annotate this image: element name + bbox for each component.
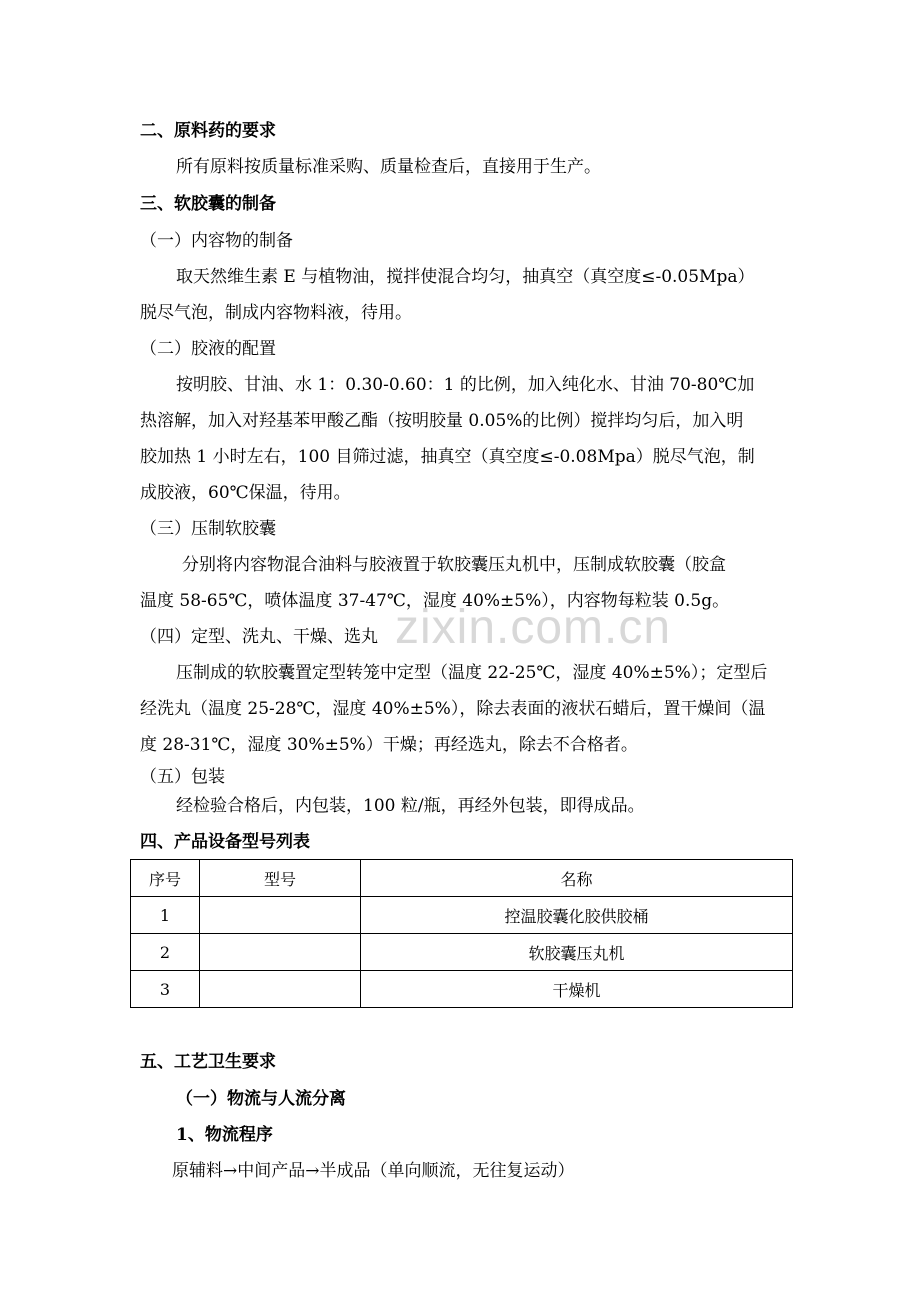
subsection-4-title: （四）定型、洗丸、干燥、选丸 — [140, 627, 378, 647]
subsection-2-line-2: 热溶解，加入对羟基苯甲酸乙酯（按明胶量 0.05%的比例）搅拌均匀后，加入明 — [140, 411, 744, 431]
table-row — [131, 934, 793, 971]
table-row — [131, 971, 793, 1008]
subsection-3-line-2: 温度 58-65℃，喷体温度 37-47℃，湿度 40%±5%），内容物每粒装 0.5g。 — [140, 591, 730, 611]
section-5-item-1-title: 1、物流程序 — [176, 1125, 273, 1145]
table-cell — [200, 971, 361, 1008]
subsection-4-line-2: 经洗丸（温度 25-28℃，湿度 40%±5%），除去表面的液状石蜡后，置干燥间（温 — [140, 699, 766, 719]
table-cell: 3 — [131, 971, 200, 1008]
section-2-title: 二、原料药的要求 — [140, 121, 276, 141]
section-5-title: 五、工艺卫生要求 — [140, 1052, 276, 1072]
subsection-1-line-2: 脱尽气泡，制成内容物料液，待用。 — [140, 303, 412, 323]
subsection-3-title: （三）压制软胶囊 — [140, 519, 276, 539]
subsection-5-title: （五）包装 — [140, 767, 225, 787]
watermark: zixin.com.cn — [395, 601, 672, 654]
subsection-2-line-3: 胶加热 1 小时左右，100 目筛过滤，抽真空（真空度≤-0.08Mpa）脱尽气泡，制 — [140, 447, 755, 467]
table-cell: 2 — [131, 934, 200, 971]
section-4-title: 四、产品设备型号列表 — [140, 832, 310, 852]
table-cell: 干燥机 — [361, 971, 793, 1008]
section-2-paragraph: 所有原料按质量标准采购、质量检查后，直接用于生产。 — [176, 157, 601, 177]
subsection-2-title: （二）胶液的配置 — [140, 339, 276, 359]
subsection-2-line-4: 成胶液，60℃保温，待用。 — [140, 483, 351, 503]
table-cell: 软胶囊压丸机 — [361, 934, 793, 971]
section-3-title: 三、软胶囊的制备 — [140, 194, 276, 214]
subsection-2-line-1: 按明胶、甘油、水 1：0.30-0.60：1 的比例，加入纯化水、甘油 70-80℃加 — [176, 375, 755, 395]
equipment-table — [130, 859, 793, 1008]
table-cell — [200, 934, 361, 971]
subsection-1-title: （一）内容物的制备 — [140, 231, 293, 251]
subsection-3-line-1: 分别将内容物混合油料与胶液置于软胶囊压丸机中，压制成软胶囊（胶盒 — [182, 555, 726, 575]
table-cell — [200, 897, 361, 934]
table-header-row — [131, 860, 793, 897]
section-5-item-1-line-1: 原辅料→中间产品→半成品（单向顺流，无往复运动） — [172, 1161, 575, 1181]
subsection-4-line-1: 压制成的软胶囊置定型转笼中定型（温度 22-25℃，湿度 40%±5%）；定型后 — [176, 663, 768, 683]
table-header-cell: 型号 — [200, 860, 361, 897]
subsection-1-line-1: 取天然维生素 E 与植物油，搅拌使混合均匀，抽真空（真空度≤-0.05Mpa） — [176, 267, 755, 287]
table-row — [131, 897, 793, 934]
subsection-4-line-3: 度 28-31℃，湿度 30%±5%）干燥；再经选丸，除去不合格者。 — [140, 735, 638, 755]
table-cell: 1 — [131, 897, 200, 934]
subsection-5-line-1: 经检验合格后，内包装，100 粒/瓶，再经外包装，即得成品。 — [176, 796, 645, 816]
table-header-cell: 序号 — [131, 860, 200, 897]
table-cell: 控温胶囊化胶供胶桶 — [361, 897, 793, 934]
section-5-subsection-1-title: （一）物流与人流分离 — [176, 1089, 346, 1109]
table-header-cell: 名称 — [361, 860, 793, 897]
